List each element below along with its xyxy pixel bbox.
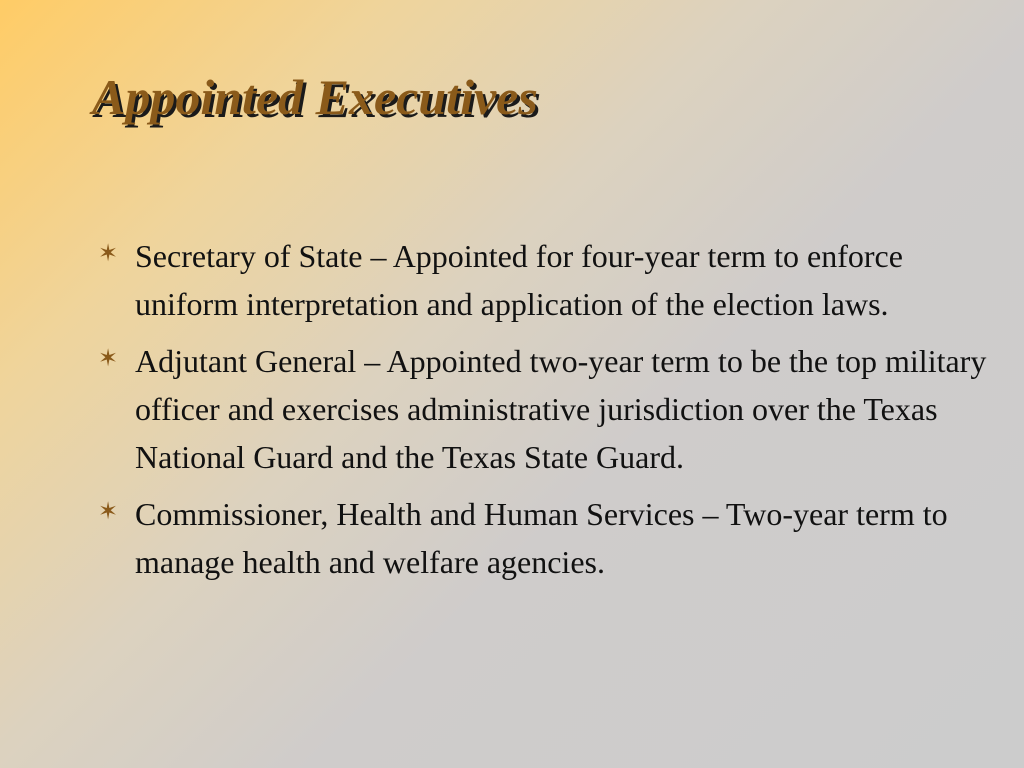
bullet-list [98,232,1003,595]
bullet-text: Commissioner, Health and Human Services – Two-year term to manage health and welfare agencies. [135,496,948,580]
bullet-text: Adjutant General – Appointed two-year term to be the top military officer and exercises administrative jurisdiction over the Texas National Guard and the Texas State Guard. [135,343,987,475]
bullet-text: Secretary of State – Appointed for four-year term to enforce uniform interpretation and application of the election laws. [135,238,903,322]
star-bullet-icon: ✶ [98,499,119,525]
star-bullet-icon: ✶ [98,241,119,267]
slide-title: Appointed Executives [92,69,538,125]
bullet-item-health-human-services [98,490,1003,586]
star-bullet-icon: ✶ [98,346,119,372]
bullet-item-secretary-of-state [98,232,1003,328]
bullet-item-adjutant-general [98,337,1003,481]
